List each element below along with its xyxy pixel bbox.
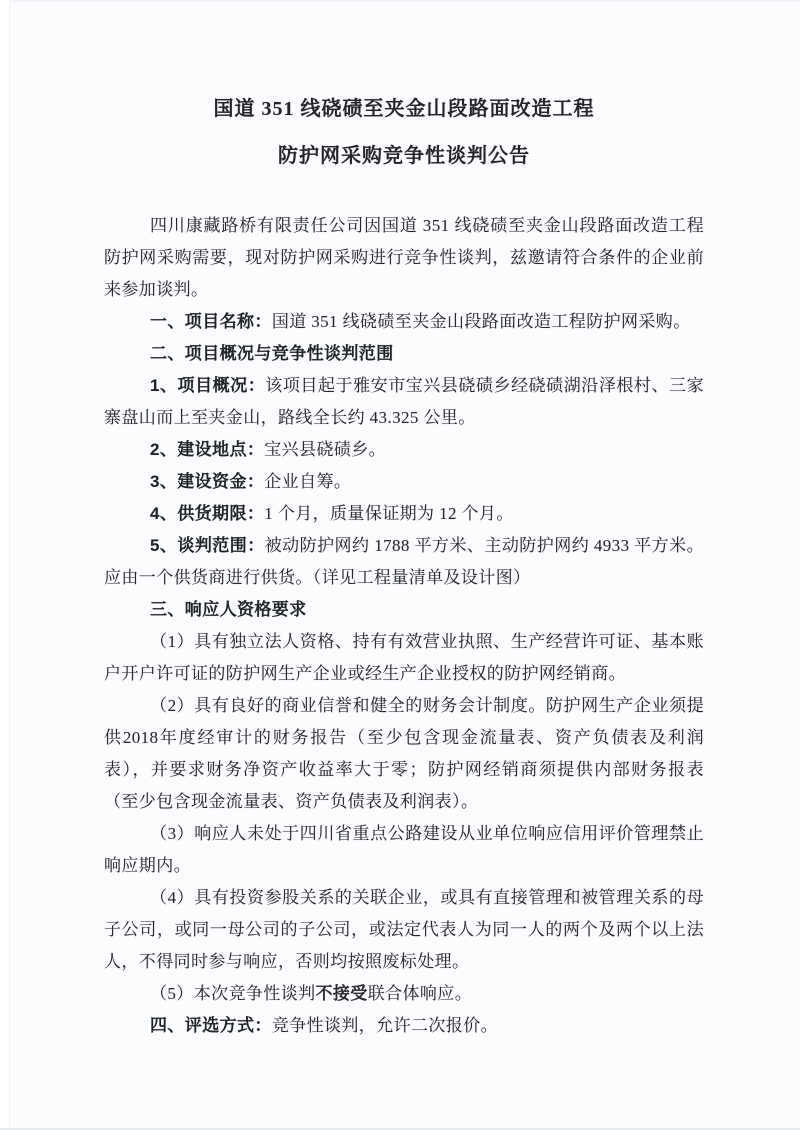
section-4-text: 竞争性谈判，允许二次报价。 <box>271 1016 499 1035</box>
section-3-item-5-emphasis: 不接受 <box>315 984 368 1003</box>
section-1-project-name <box>104 306 704 338</box>
section-2-item-2 <box>104 434 704 466</box>
section-2-item-5 <box>104 530 704 594</box>
section-4-selection-method <box>104 1010 704 1042</box>
section-2-heading: 二、项目概况与竞争性谈判范围 <box>150 344 394 363</box>
scan-left-edge <box>0 0 10 1130</box>
section-1-text: 国道 351 线硗碛至夹金山段路面改造工程防护网采购。 <box>271 312 691 331</box>
section-2-item-1-label: 1、项目概况： <box>150 376 266 395</box>
section-3-heading: 三、响应人资格要求 <box>150 600 307 619</box>
section-2-item-2-text: 宝兴县硗碛乡。 <box>264 440 387 459</box>
section-2-item-4 <box>104 498 704 530</box>
document-title-line-1: 国道 351 线硗碛至夹金山段路面改造工程 <box>213 98 595 120</box>
document-content <box>104 0 704 1042</box>
section-4-label: 四、评选方式： <box>150 1016 272 1035</box>
section-1-label: 一、项目名称： <box>150 312 272 331</box>
section-3-item-3: （3）响应人未处于四川省重点公路建设从业单位响应信用评价管理禁止响应期内。 <box>104 824 704 875</box>
section-3-item-2: （2）具有良好的商业信誉和健全的财务会计制度。防护网生产企业须提供2018年度经审计的财务报告（至少包含现金流量表、资产负债表及利润表），并要求财务净资产收益率大于零；防护网经销商须提供内部财务报表（至少包含现金流量表、资产负债表及利润表）。 <box>104 696 704 811</box>
intro-paragraph: 四川康藏路桥有限责任公司因国道 351 线硗碛至夹金山段路面改造工程防护网采购需要，现对防护网采购进行竞争性谈判，兹邀请符合条件的企业前来参加谈判。 <box>104 216 704 299</box>
section-2-item-3 <box>104 466 704 498</box>
section-2-item-5-text: 被动防护网约 1788 平方米、主动防护网约 4933 平方米。应由一个供货商进行供货。（详见工程量清单及设计图） <box>104 536 704 587</box>
section-2-item-1 <box>104 370 704 434</box>
section-3-item-5 <box>104 978 704 1010</box>
section-2-item-3-text: 企业自筹。 <box>264 472 352 491</box>
section-3-item-5-pre: （5）本次竞争性谈判 <box>150 984 316 1003</box>
section-3-item-1: （1）具有独立法人资格、持有有效营业执照、生产经营许可证、基本账户开户许可证的防护网生产企业或经生产企业授权的防护网经销商。 <box>104 632 704 683</box>
section-2-item-4-label: 4、供货期限： <box>150 504 265 523</box>
section-3-item-4: （4）具有投资参股关系的关联企业，或具有直接管理和被管理关系的母子公司，或同一母公司的子公司，或法定代表人为同一人的两个及两个以上法人，不得同时参与响应，否则均按照废标处理。 <box>104 888 704 971</box>
section-2-item-5-label: 5、谈判范围： <box>150 536 265 555</box>
document-title-line-2: 防护网采购竞争性谈判公告 <box>278 145 530 167</box>
document-body <box>104 210 704 1042</box>
section-2-item-1-text: 该项目起于雅安市宝兴县硗碛乡经硗碛湖沿泽根村、三家寨盘山而上至夹金山，路线全长约 43.325 公里。 <box>104 376 704 427</box>
document-title-block <box>104 96 704 169</box>
section-2-item-4-text: 1 个月，质量保证期为 12 个月。 <box>264 504 514 523</box>
section-3-item-5-post: 联合体响应。 <box>367 984 473 1003</box>
section-2-item-2-label: 2、建设地点： <box>150 440 265 459</box>
section-2-item-3-label: 3、建设资金： <box>150 472 265 491</box>
